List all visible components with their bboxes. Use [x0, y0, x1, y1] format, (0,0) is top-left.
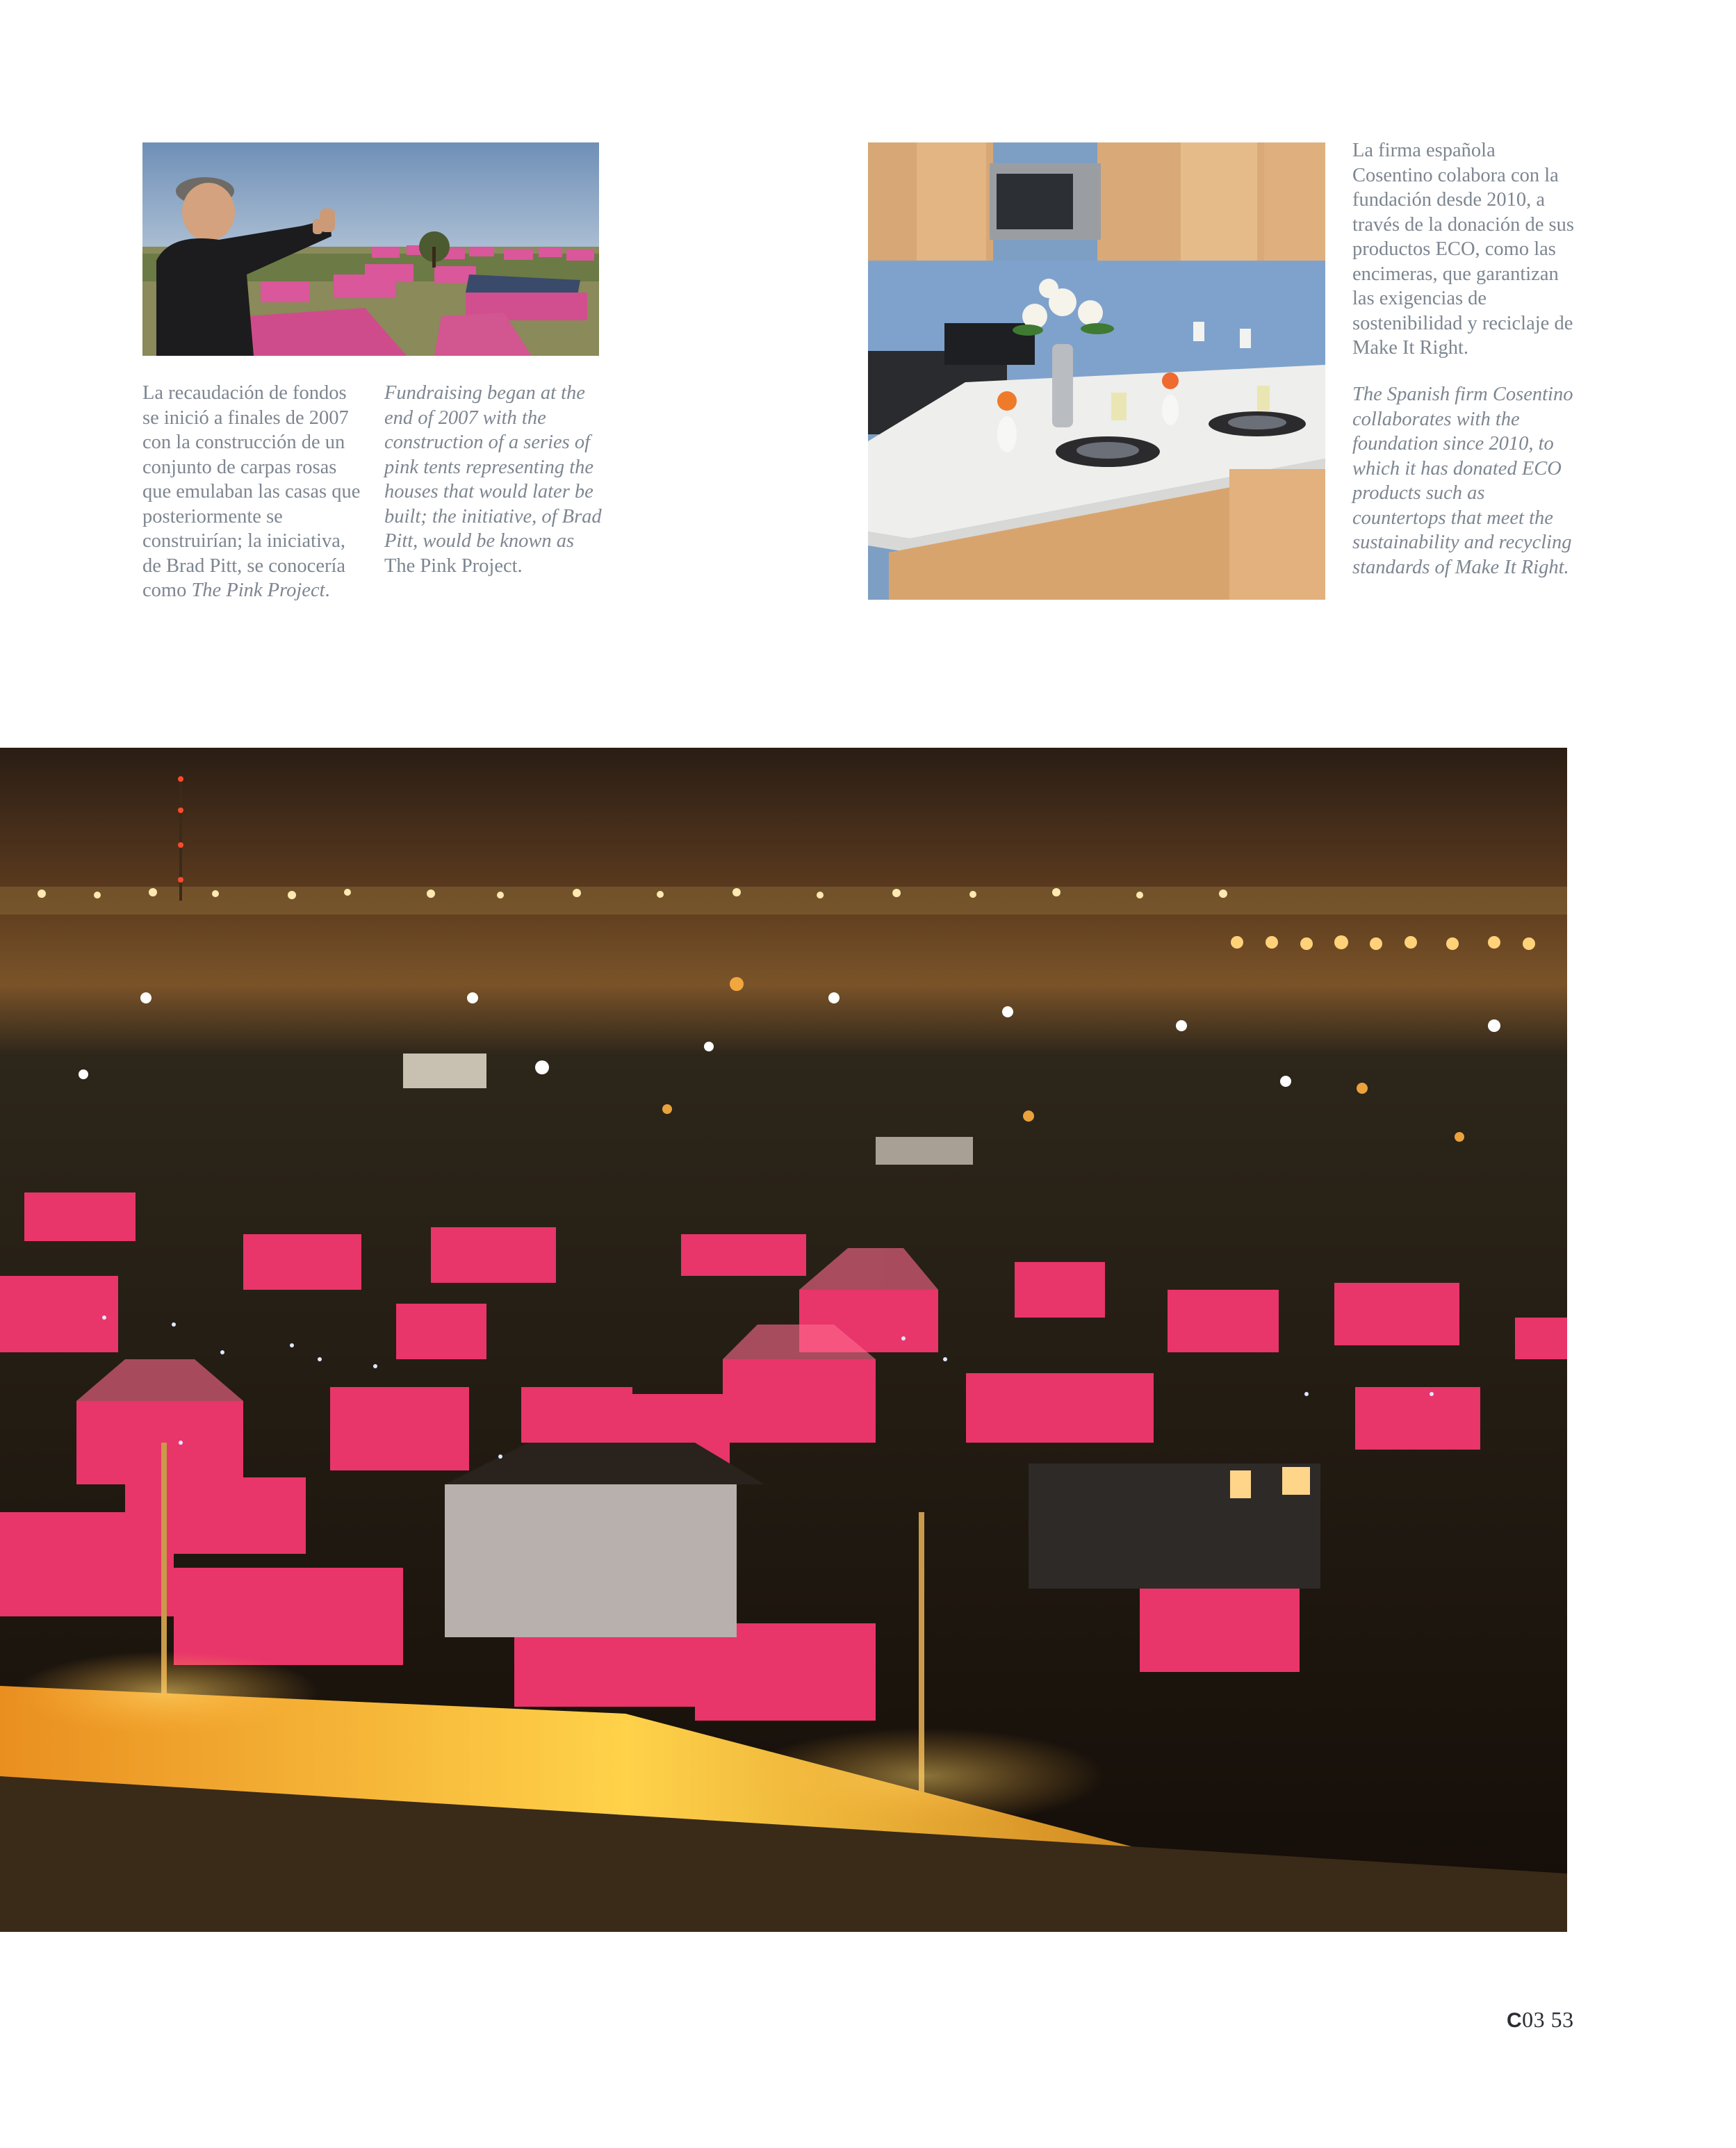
project-name: The Pink Project.	[384, 555, 523, 577]
photo-man-pink-tents	[142, 142, 599, 356]
folio-section: C	[1507, 2009, 1523, 2032]
caption-spanish-cosentino-text: La firma española Cosentino colabora con la fundación desde 2010, a través de la donación de sus productos ECO, como las encimeras, que garantizan las exigencias de sostenibilidad y reciclaje de Make It Right.	[1352, 140, 1574, 359]
folio-page-number: 53	[1550, 2007, 1574, 2032]
photo-night-art	[0, 748, 1567, 1932]
page-folio	[1507, 2007, 1574, 2033]
caption-spanish-tail: .	[325, 580, 330, 601]
caption-spanish-cosentino	[1352, 138, 1575, 361]
photo-kitchen-art	[868, 142, 1325, 600]
photo-kitchen-countertop	[868, 142, 1325, 600]
photo-man-pink-tents-art	[142, 142, 599, 356]
caption-spanish-lead: La recaudación de fondos se inició a finales de 2007 con la construcción de un conjunto de carpas rosas que emulaban las casas que posteriormente se construirían; la iniciativa, de Brad Pitt, se conocería como	[142, 382, 361, 601]
folio-issue: 03	[1522, 2007, 1546, 2032]
project-name: The Pink Project	[191, 580, 325, 601]
caption-spanish-pink-project	[142, 381, 365, 603]
caption-english-pink-project	[384, 381, 607, 578]
caption-english-cosentino	[1352, 382, 1575, 580]
photo-night-pink-tents	[0, 748, 1567, 1932]
caption-english-lead: Fundraising began at the end of 2007 with the construction of a series of pink tents representing the houses that would later be built; the initiative, of Brad Pitt, would be known as	[384, 382, 602, 552]
caption-english-cosentino-text: The Spanish firm Cosentino collaborates with the foundation since 2010, to which it has donated ECO products such as countertops that meet the sustainability and recycling standards of Make It Right.	[1352, 384, 1573, 578]
